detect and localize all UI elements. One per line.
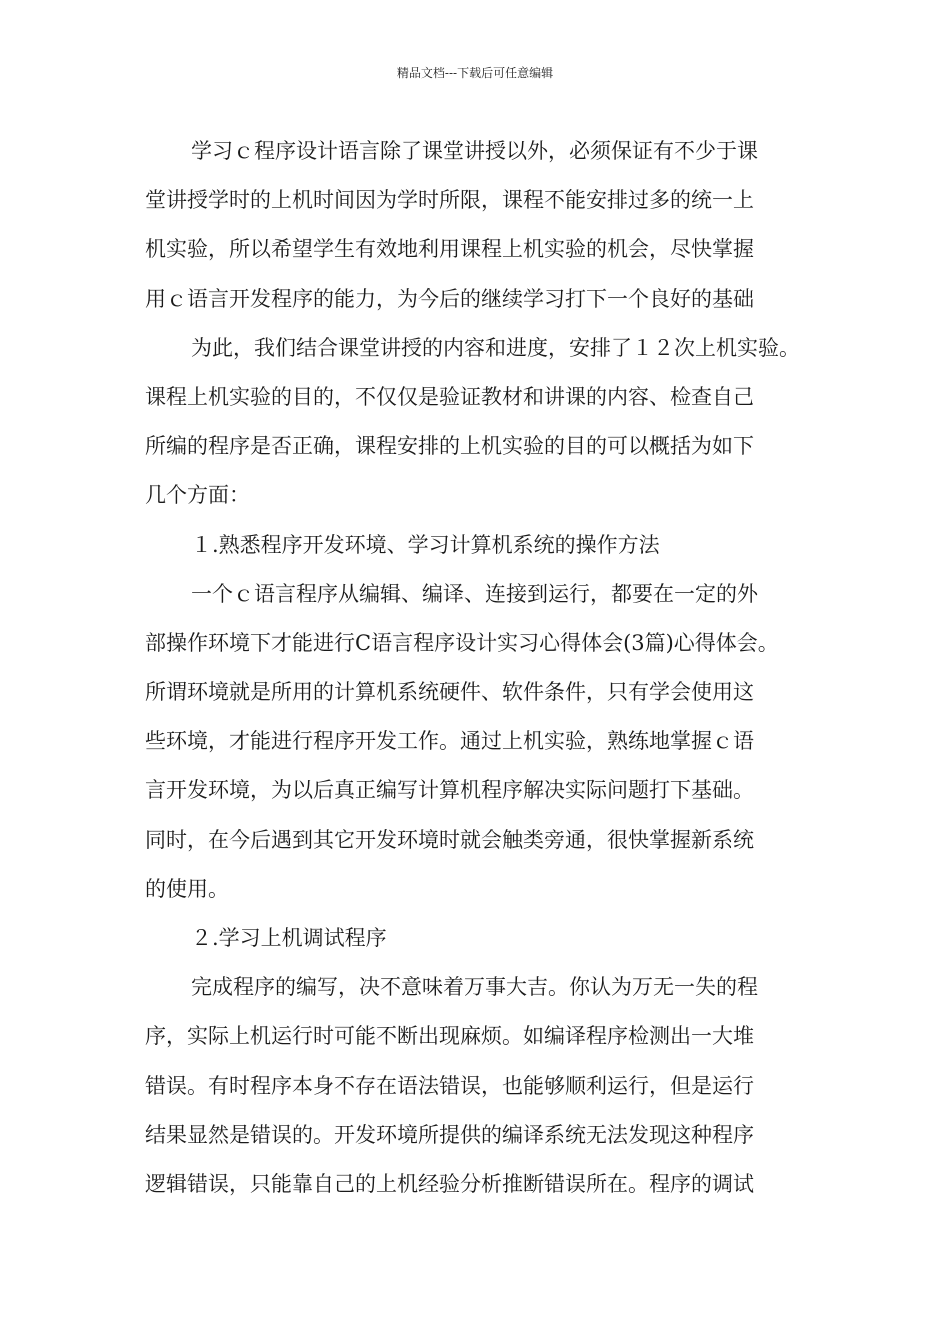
text-line: 为此，我们结合课堂讲授的内容和进度，安排了１２次上机实验。 [191, 335, 800, 360]
text-line: 几个方面： [145, 483, 250, 508]
text-line: 的使用。 [145, 876, 229, 901]
text-line: 逻辑错误，只能靠自己的上机经验分析推断错误所在。程序的调试 [145, 1171, 754, 1196]
text-line: 序，实际上机运行时可能不断出现麻烦。如编译程序检测出一大堆 [145, 1024, 754, 1049]
text-line: 用ｃ语言开发程序的能力，为今后的继续学习打下一个良好的基础 [145, 286, 754, 311]
text-line: 学习ｃ程序设计语言除了课堂讲授以外，必须保证有不少于课 [191, 139, 758, 163]
text-line: 同时，在今后遇到其它开发环境时就会触类旁通，很快掌握新系统 [145, 827, 754, 852]
text-line: 部操作环境下才能进行C语言程序设计实习心得体会(3篇)心得体会。 [145, 630, 779, 655]
text-line: 所编的程序是否正确，课程安排的上机实验的目的可以概括为如下 [145, 434, 754, 459]
text-line: 言开发环境，为以后真正编写计算机程序解决实际问题打下基础。 [145, 778, 754, 803]
text-line: 些环境，才能进行程序开发工作。通过上机实验，熟练地掌握ｃ语 [145, 729, 754, 754]
text-line: 所谓环境就是所用的计算机系统硬件、软件条件，只有学会使用这 [145, 680, 754, 705]
text-line: 完成程序的编写，决不意味着万事大吉。你认为万无一失的程 [191, 975, 758, 1000]
document-body [145, 127, 825, 1209]
text-line: 堂讲授学时的上机时间因为学时所限，课程不能安排过多的统一上 [145, 188, 754, 213]
text-line: 结果显然是错误的。开发环境所提供的编译系统无法发现这种程序 [145, 1122, 754, 1147]
text-line: 课程上机实验的目的，不仅仅是验证教材和讲课的内容、检查自己 [145, 384, 754, 409]
text-line: 一个ｃ语言程序从编辑、编译、连接到运行，都要在一定的外 [191, 581, 758, 606]
text-line: 错误。有时程序本身不存在语法错误，也能够顺利运行，但是运行 [145, 1073, 754, 1098]
section-heading: ２.学习上机调试程序 [191, 926, 387, 950]
section-heading: １.熟悉程序开发环境、学习计算机系统的操作方法 [191, 532, 660, 557]
text-line: 机实验，所以希望学生有效地利用课程上机实验的机会，尽快掌握 [145, 237, 754, 262]
page-header: 精品文档---下载后可任意编辑 [396, 66, 554, 80]
